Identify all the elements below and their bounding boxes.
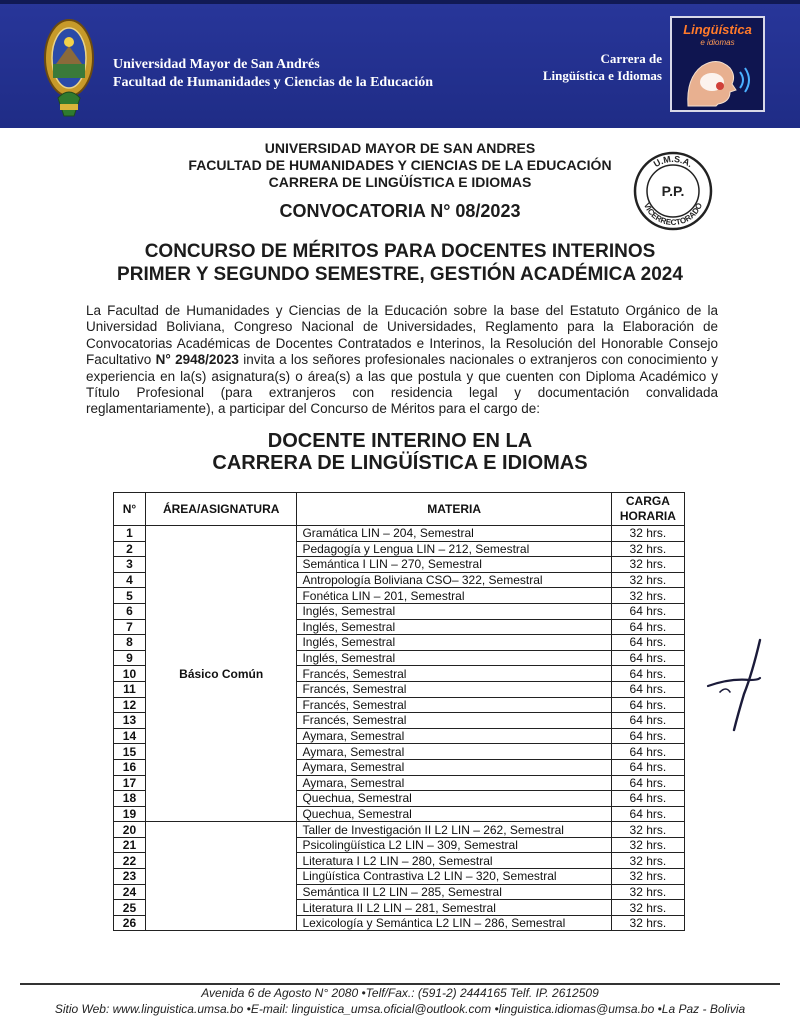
hours-value: 64 hrs. <box>611 697 684 713</box>
row-number: 5 <box>114 588 146 604</box>
column-header-carga <box>611 493 684 526</box>
footer-divider <box>20 983 780 985</box>
row-number: 17 <box>114 775 146 791</box>
subject-name: Lingüística Contrastiva L2 LIN – 320, Semestral <box>297 869 611 885</box>
column-header-materia: MATERIA <box>297 493 611 526</box>
subject-name: Semántica II L2 LIN – 285, Semestral <box>297 884 611 900</box>
subject-name: Antropología Boliviana CSO– 322, Semestral <box>297 572 611 588</box>
hours-value: 32 hrs. <box>611 557 684 573</box>
hours-value: 64 hrs. <box>611 635 684 651</box>
hours-value: 32 hrs. <box>611 837 684 853</box>
hours-value: 32 hrs. <box>611 915 684 931</box>
contest-title-line-2: PRIMER Y SEGUNDO SEMESTRE, GESTIÓN ACADÉMICA 2024 <box>117 264 683 285</box>
row-number: 3 <box>114 557 146 573</box>
career-line-1: Carrera de <box>600 51 662 66</box>
row-number: 14 <box>114 728 146 744</box>
subject-name: Literatura I L2 LIN – 280, Semestral <box>297 853 611 869</box>
subject-name: Aymara, Semestral <box>297 775 611 791</box>
subject-name: Gramática LIN – 204, Semestral <box>297 526 611 542</box>
seal-bottom-text: VICERRECTORADO <box>641 201 705 228</box>
row-number: 9 <box>114 650 146 666</box>
table-row <box>114 526 685 542</box>
header-university: UNIVERSIDAD MAYOR DE SAN ANDRES <box>264 140 536 156</box>
hours-value: 32 hrs. <box>611 853 684 869</box>
handwritten-signature-icon <box>700 634 772 734</box>
hours-value: 64 hrs. <box>611 791 684 807</box>
row-number: 10 <box>114 666 146 682</box>
row-number: 15 <box>114 744 146 760</box>
row-number: 22 <box>114 853 146 869</box>
hours-value: 64 hrs. <box>611 713 684 729</box>
header-career: CARRERA DE LINGÜÍSTICA E IDIOMAS <box>268 174 532 190</box>
university-line: Universidad Mayor de San Andrés <box>113 57 320 72</box>
hours-value: 32 hrs. <box>611 822 684 838</box>
column-header-area: ÁREA/ASIGNATURA <box>145 493 297 526</box>
subject-name: Pedagogía y Lengua LIN – 212, Semestral <box>297 541 611 557</box>
hours-value: 64 hrs. <box>611 728 684 744</box>
row-number: 11 <box>114 681 146 697</box>
row-number: 13 <box>114 713 146 729</box>
subject-name: Francés, Semestral <box>297 697 611 713</box>
row-number: 2 <box>114 541 146 557</box>
hours-value: 64 hrs. <box>611 759 684 775</box>
row-number: 20 <box>114 822 146 838</box>
hours-value: 32 hrs. <box>611 884 684 900</box>
row-number: 4 <box>114 572 146 588</box>
intro-text-2: invita a los señores profesionales nacionales o extranjeros con conocimiento y experiencia en la(s) asignatura(s) o área(s) a las que postula y que cuenten con Diploma Académico y Título Profesional (para extranjeros con residencia legal y documentación convalidada reglamentariamente), a participar del Concurso de Méritos para el cargo de: <box>86 352 719 417</box>
logo-subtitle: e idiomas <box>700 38 735 47</box>
hours-value: 64 hrs. <box>611 619 684 635</box>
subject-name: Fonética LIN – 201, Semestral <box>297 588 611 604</box>
table-row <box>114 822 685 838</box>
subject-name: Inglés, Semestral <box>297 619 611 635</box>
hours-value: 64 hrs. <box>611 650 684 666</box>
subject-name: Literatura II L2 LIN – 281, Semestral <box>297 900 611 916</box>
row-number: 19 <box>114 806 146 822</box>
hours-value: 32 hrs. <box>611 541 684 557</box>
hours-value: 32 hrs. <box>611 572 684 588</box>
career-logo <box>670 16 765 112</box>
subject-name: Inglés, Semestral <box>297 635 611 651</box>
career-label <box>520 50 662 84</box>
logo-title: Lingüística <box>683 22 752 37</box>
carga-header-text: CARGA HORARIA <box>619 494 676 523</box>
subject-name: Taller de Investigación II L2 LIN – 262, Semestral <box>297 822 611 838</box>
hours-value: 64 hrs. <box>611 603 684 619</box>
subject-name: Aymara, Semestral <box>297 759 611 775</box>
footer-address: Avenida 6 de Agosto N° 2080 •Telf/Fax.: (591-2) 2444165 Telf. IP. 2612509 <box>201 986 599 1000</box>
faculty-line: Facultad de Humanidades y Ciencias de la Educación <box>113 75 434 90</box>
subject-name: Psicolingüística L2 LIN – 309, Semestral <box>297 837 611 853</box>
subject-name: Lexicología y Semántica L2 LIN – 286, Semestral <box>297 915 611 931</box>
university-crest-icon <box>40 12 98 120</box>
footer-contact: Sitio Web: www.linguistica.umsa.bo •E-mail: linguistica_umsa.oficial@outlook.com •linguistica.idiomas@umsa.bo •La Paz - Bolivia <box>54 1002 746 1016</box>
area-cell-l2 <box>145 822 297 931</box>
subject-name: Francés, Semestral <box>297 681 611 697</box>
row-number: 26 <box>114 915 146 931</box>
university-name <box>113 56 433 92</box>
row-number: 25 <box>114 900 146 916</box>
header-faculty: FACULTAD DE HUMANIDADES Y CIENCIAS DE LA EDUCACIÓN <box>188 157 612 173</box>
hours-value: 64 hrs. <box>611 666 684 682</box>
intro-text-1: La Facultad de Humanidades y Ciencias de la Educación sobre la base del Estatuto Orgánico de la Universidad Boliviana, Congreso Nacional de Universidades, Reglamento para la Elaboración de Convocatorias Académicas de Docentes Contratados e Interinos, la Resolución del Honorable Consejo Facultativo <box>86 303 718 368</box>
banner-edge <box>0 0 800 4</box>
hours-value: 64 hrs. <box>611 681 684 697</box>
hours-value: 32 hrs. <box>611 869 684 885</box>
table-body <box>114 526 685 931</box>
hours-value: 64 hrs. <box>611 775 684 791</box>
seal-top-text: U.M.S.A. <box>651 153 695 170</box>
subject-name: Quechua, Semestral <box>297 806 611 822</box>
subject-name: Francés, Semestral <box>297 666 611 682</box>
subject-name: Francés, Semestral <box>297 713 611 729</box>
hours-value: 64 hrs. <box>611 806 684 822</box>
position-title-line-2: CARRERA DE LINGÜÍSTICA E IDIOMAS <box>212 452 588 474</box>
row-number: 7 <box>114 619 146 635</box>
seal-center-text: P.P. <box>661 183 685 199</box>
column-header-number: N° <box>114 493 146 526</box>
row-number: 24 <box>114 884 146 900</box>
contest-title-line-1: CONCURSO DE MÉRITOS PARA DOCENTES INTERINOS <box>144 241 656 262</box>
hours-value: 32 hrs. <box>611 900 684 916</box>
row-number: 21 <box>114 837 146 853</box>
row-number: 8 <box>114 635 146 651</box>
subject-name: Inglés, Semestral <box>297 603 611 619</box>
area-cell-basico-comun: Básico Común <box>145 526 297 822</box>
row-number: 1 <box>114 526 146 542</box>
subject-name: Aymara, Semestral <box>297 744 611 760</box>
row-number: 18 <box>114 791 146 807</box>
row-number: 16 <box>114 759 146 775</box>
convocatoria-number: CONVOCATORIA N° 08/2023 <box>279 201 521 221</box>
resolution-number: N° 2948/2023 <box>155 352 239 368</box>
intro-paragraph <box>86 303 718 418</box>
row-number: 23 <box>114 869 146 885</box>
subject-name: Inglés, Semestral <box>297 650 611 666</box>
subjects-table <box>113 492 685 931</box>
speaking-head-icon <box>678 48 758 108</box>
hours-value: 32 hrs. <box>611 526 684 542</box>
row-number: 6 <box>114 603 146 619</box>
subject-name: Aymara, Semestral <box>297 728 611 744</box>
subject-name: Quechua, Semestral <box>297 791 611 807</box>
row-number: 12 <box>114 697 146 713</box>
subject-name: Semántica I LIN – 270, Semestral <box>297 557 611 573</box>
career-line-2: Lingüística e Idiomas <box>542 68 662 83</box>
position-title-line-1: DOCENTE INTERINO EN LA <box>267 430 533 452</box>
hours-value: 64 hrs. <box>611 744 684 760</box>
hours-value: 32 hrs. <box>611 588 684 604</box>
vicerrectorado-seal-icon <box>632 150 714 232</box>
table-header-row <box>114 493 685 526</box>
